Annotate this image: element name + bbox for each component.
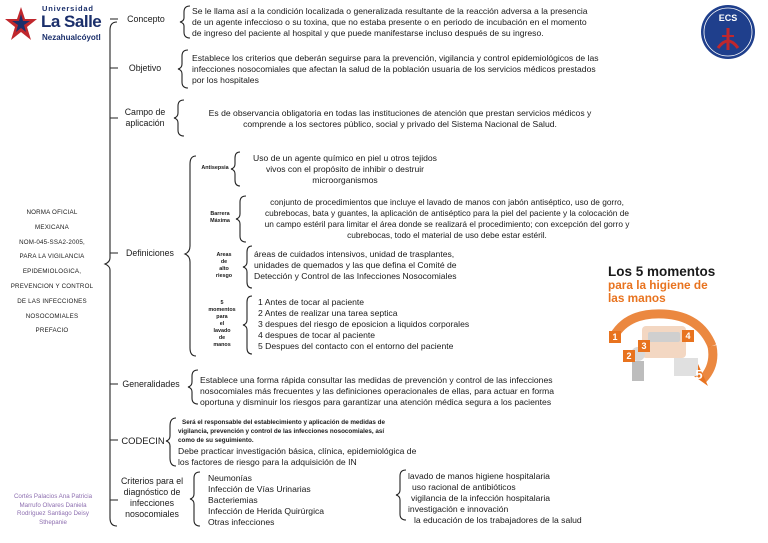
concepto-brace	[180, 6, 190, 38]
criterios-label-line: nosocomiales	[125, 509, 179, 519]
right-list-brace	[396, 470, 406, 520]
main-spine	[105, 22, 117, 526]
text-line: comprende a los sectores público, social y privado del Sistema Nacional de Salud.	[243, 119, 557, 129]
momentos-label-line: 5	[220, 300, 224, 306]
barrera-label-line: Barrera	[210, 211, 230, 217]
list-item: lavado de manos higiene hospitalaria	[408, 471, 550, 481]
list-item: vigilancia de la infección hospitalaria	[411, 493, 551, 503]
text-line: como de su seguimiento.	[178, 437, 254, 444]
list-item: Bacteriemias	[208, 495, 258, 505]
codecin-label: CODECIN	[121, 435, 165, 446]
text-line: de un agente infeccioso o su toxina, que no estaba presente o en periodo de incubación en el momento	[192, 17, 587, 27]
university-logo	[4, 4, 108, 50]
norma-line: MEXICANA	[35, 223, 69, 231]
author-line: Rodríguez Santiago Deisy	[17, 510, 89, 518]
momentos-label-line: para	[216, 314, 228, 320]
codecin-brace	[166, 418, 176, 466]
norma-line: NOM-045-SSA2-2005,	[19, 238, 85, 246]
criterios-brace	[190, 472, 200, 526]
criterios-items	[208, 473, 388, 528]
list-item: uso racional de antibióticos	[412, 482, 516, 492]
text-line: nosocomiales más frecuentes y las definiciones operacionales de ellas, para actuar en forma	[200, 386, 554, 396]
criterios-label-line: diagnóstico de	[123, 487, 181, 497]
text-line: de ingreso del paciente al hospital y que puede manifestarse incluso después de su ingreso.	[192, 28, 544, 38]
momentos-label-line: momentos	[208, 307, 236, 313]
areas-label-line: Areas	[216, 252, 232, 258]
text-line: 4 despues de tocar al paciente	[258, 330, 376, 340]
ecs-badge	[700, 4, 756, 60]
criterios-label-line: Criterios para el	[120, 476, 184, 486]
norma-line: NOSOCOMIALES	[25, 312, 79, 320]
text-line: Se le llama así a la condición localizada o generalizada resultante de la reacción adversa a la presencia	[192, 6, 588, 16]
moment-number-4: 4	[682, 330, 694, 342]
norma-title	[4, 206, 100, 339]
text-line: áreas de cuidados intensivos, unidad de trasplantes,	[254, 249, 455, 259]
generalidades-brace	[188, 370, 198, 404]
right-items	[408, 471, 608, 526]
text-line: 3 despues del riesgo de eposicion a liquidos corporales	[258, 319, 470, 329]
text-line: Es de observancia obligatoria en todas las instituciones de atención que prestan servicios médicos y	[208, 108, 592, 118]
list-item: Neumonías	[208, 473, 252, 483]
concepto-text	[192, 6, 622, 39]
text-line: cubrebocas, todo el material de uso debe estar estéril.	[347, 230, 547, 240]
logo-line2: La Salle	[41, 12, 102, 31]
text-line: Uso de un agente químico en piel u otros tejidos	[253, 153, 437, 163]
campo-label-line: aplicación	[125, 118, 165, 128]
areas-label-line: alto	[219, 266, 229, 272]
norma-line: PREVENCION Y CONTROL	[10, 282, 94, 290]
logo-line1: Universidad	[42, 4, 94, 13]
text-line: vivos con el propósito de inhibir o destruir	[265, 164, 425, 174]
text-line: vigilancia, prevención y control de las infecciones nosocomiales, así	[178, 428, 385, 435]
generalidades-label: Generalidades	[122, 379, 180, 389]
author-line: Cortés Palacios Ana Patricia	[13, 493, 93, 500]
barrera-label-line: Máxima	[210, 218, 230, 224]
graphic-title-3: las manos	[608, 291, 666, 305]
areas-label-line: de	[220, 259, 228, 265]
norma-line: NORMA OFICIAL	[26, 209, 78, 216]
graphic-title-1: Los 5 momentos	[608, 264, 716, 279]
campo-label-line: Campo de	[124, 107, 166, 117]
momentos-brace	[243, 296, 252, 354]
list-item: Infección de Vías Urinarias	[208, 484, 311, 494]
text-line: los factores de riesgo para la adquisición de IN	[178, 457, 357, 467]
moment-number-2: 2	[623, 350, 635, 362]
codecin-small-text	[178, 418, 478, 445]
five-moments-graphic	[608, 264, 720, 392]
momentos-label-line: lavado	[213, 328, 231, 334]
areas-label	[204, 252, 244, 280]
norma-line: PARA LA VIGILANCIA	[19, 253, 85, 261]
text-line: un campo estéril para limitar el área donde se realizará el procedimiento; con excepción del gorro y	[264, 219, 630, 229]
norma-line: PREFACIO	[35, 327, 69, 335]
ecs-text: ECS	[718, 13, 738, 23]
text-line: por los hospitales	[192, 75, 259, 85]
antisepsia-label: Antisepsia	[201, 165, 229, 171]
momentos-label-line: el	[219, 321, 225, 327]
barrera-label	[200, 211, 240, 225]
text-line: microorganismos	[312, 175, 378, 185]
objetivo-brace	[178, 50, 188, 88]
norma-line: DE LAS INFECCIONES	[17, 297, 87, 305]
text-line: 5 Despues del contacto con el entorno del paciente	[258, 341, 454, 351]
momentos-label-line: manos	[213, 342, 231, 348]
text-line: Detección y Control de las Infecciones Nosocomiales	[254, 271, 457, 281]
text-line: Debe practicar investigación básica, clínica, epidemiológica de	[178, 446, 417, 456]
barrera-text	[246, 197, 648, 241]
momentos-label	[200, 300, 244, 349]
definiciones-label: Definiciones	[126, 248, 174, 258]
antisepsia-text	[240, 153, 450, 186]
text-line: 1 Antes de tocar al paciente	[258, 297, 365, 307]
list-item: Infección de Herida Quirúrgica	[208, 506, 325, 516]
logo-line3: Nezahualcóyotl	[42, 33, 101, 42]
graphic-title-2: para la higiene de	[608, 278, 708, 292]
criterios-label	[114, 476, 190, 520]
list-item: la educación de los trabajadores de la salud	[414, 515, 582, 525]
text-line: conjunto de procedimientos que incluye el lavado de manos con jabón antiséptico, uso de gorro,	[270, 197, 624, 207]
campo-brace	[174, 100, 184, 136]
text-line: unidades de quemados y las que defina el Comité de	[254, 260, 457, 270]
campo-label	[118, 107, 172, 129]
text-line: Establece una forma rápida consultar las medidas de prevención y control de las infecciones	[200, 375, 553, 385]
areas-brace	[243, 246, 252, 288]
text-line: cubrebocas, bata y guantes, la aplicación de antiséptico para la piel del paciente y la colocación de	[265, 208, 629, 218]
objetivo-text	[192, 53, 632, 86]
momentos-text	[258, 297, 498, 352]
areas-text	[254, 249, 494, 282]
moment-number-1: 1	[609, 331, 621, 343]
text-line: Establece los criterios que deberán seguirse para la prevención, vigilancia y control epidemiológicos de las	[192, 53, 599, 63]
objetivo-label: Objetivo	[128, 63, 162, 73]
moment-number-3: 3	[638, 340, 650, 352]
momentos-label-line: de	[218, 335, 226, 341]
definiciones-brace	[185, 156, 196, 356]
text-line: infecciones nosocomiales que afectan la salud de la población usuaria de los servicios médicos prestados	[192, 64, 596, 74]
author-line: Sthepanie	[39, 518, 67, 526]
authors	[2, 493, 104, 527]
text-line: 2 Antes de realizar una tarea septica	[258, 308, 398, 318]
list-item: investigación e innovación	[408, 504, 509, 514]
codecin-text	[178, 446, 478, 468]
moment-number-5: 5	[695, 367, 703, 382]
areas-label-line: riesgo	[215, 273, 233, 279]
norma-line: EPIDEMIOLOGICA,	[22, 268, 82, 276]
lasalle-star-icon	[4, 6, 38, 44]
generalidades-text	[200, 375, 600, 408]
campo-text	[190, 108, 610, 130]
list-item: Otras infecciones	[208, 517, 275, 527]
criterios-label-line: infecciones	[129, 498, 174, 508]
concepto-label: Concepto	[127, 14, 165, 24]
text-line: Será el responsable del establecimiento y aplicación de medidas de	[182, 419, 385, 426]
text-line: oportuna y disminuir los riesgos para garantizar una atención médica segura a los pacientes	[200, 397, 552, 407]
author-line: Marrufo Olvares Daniela	[19, 501, 87, 509]
